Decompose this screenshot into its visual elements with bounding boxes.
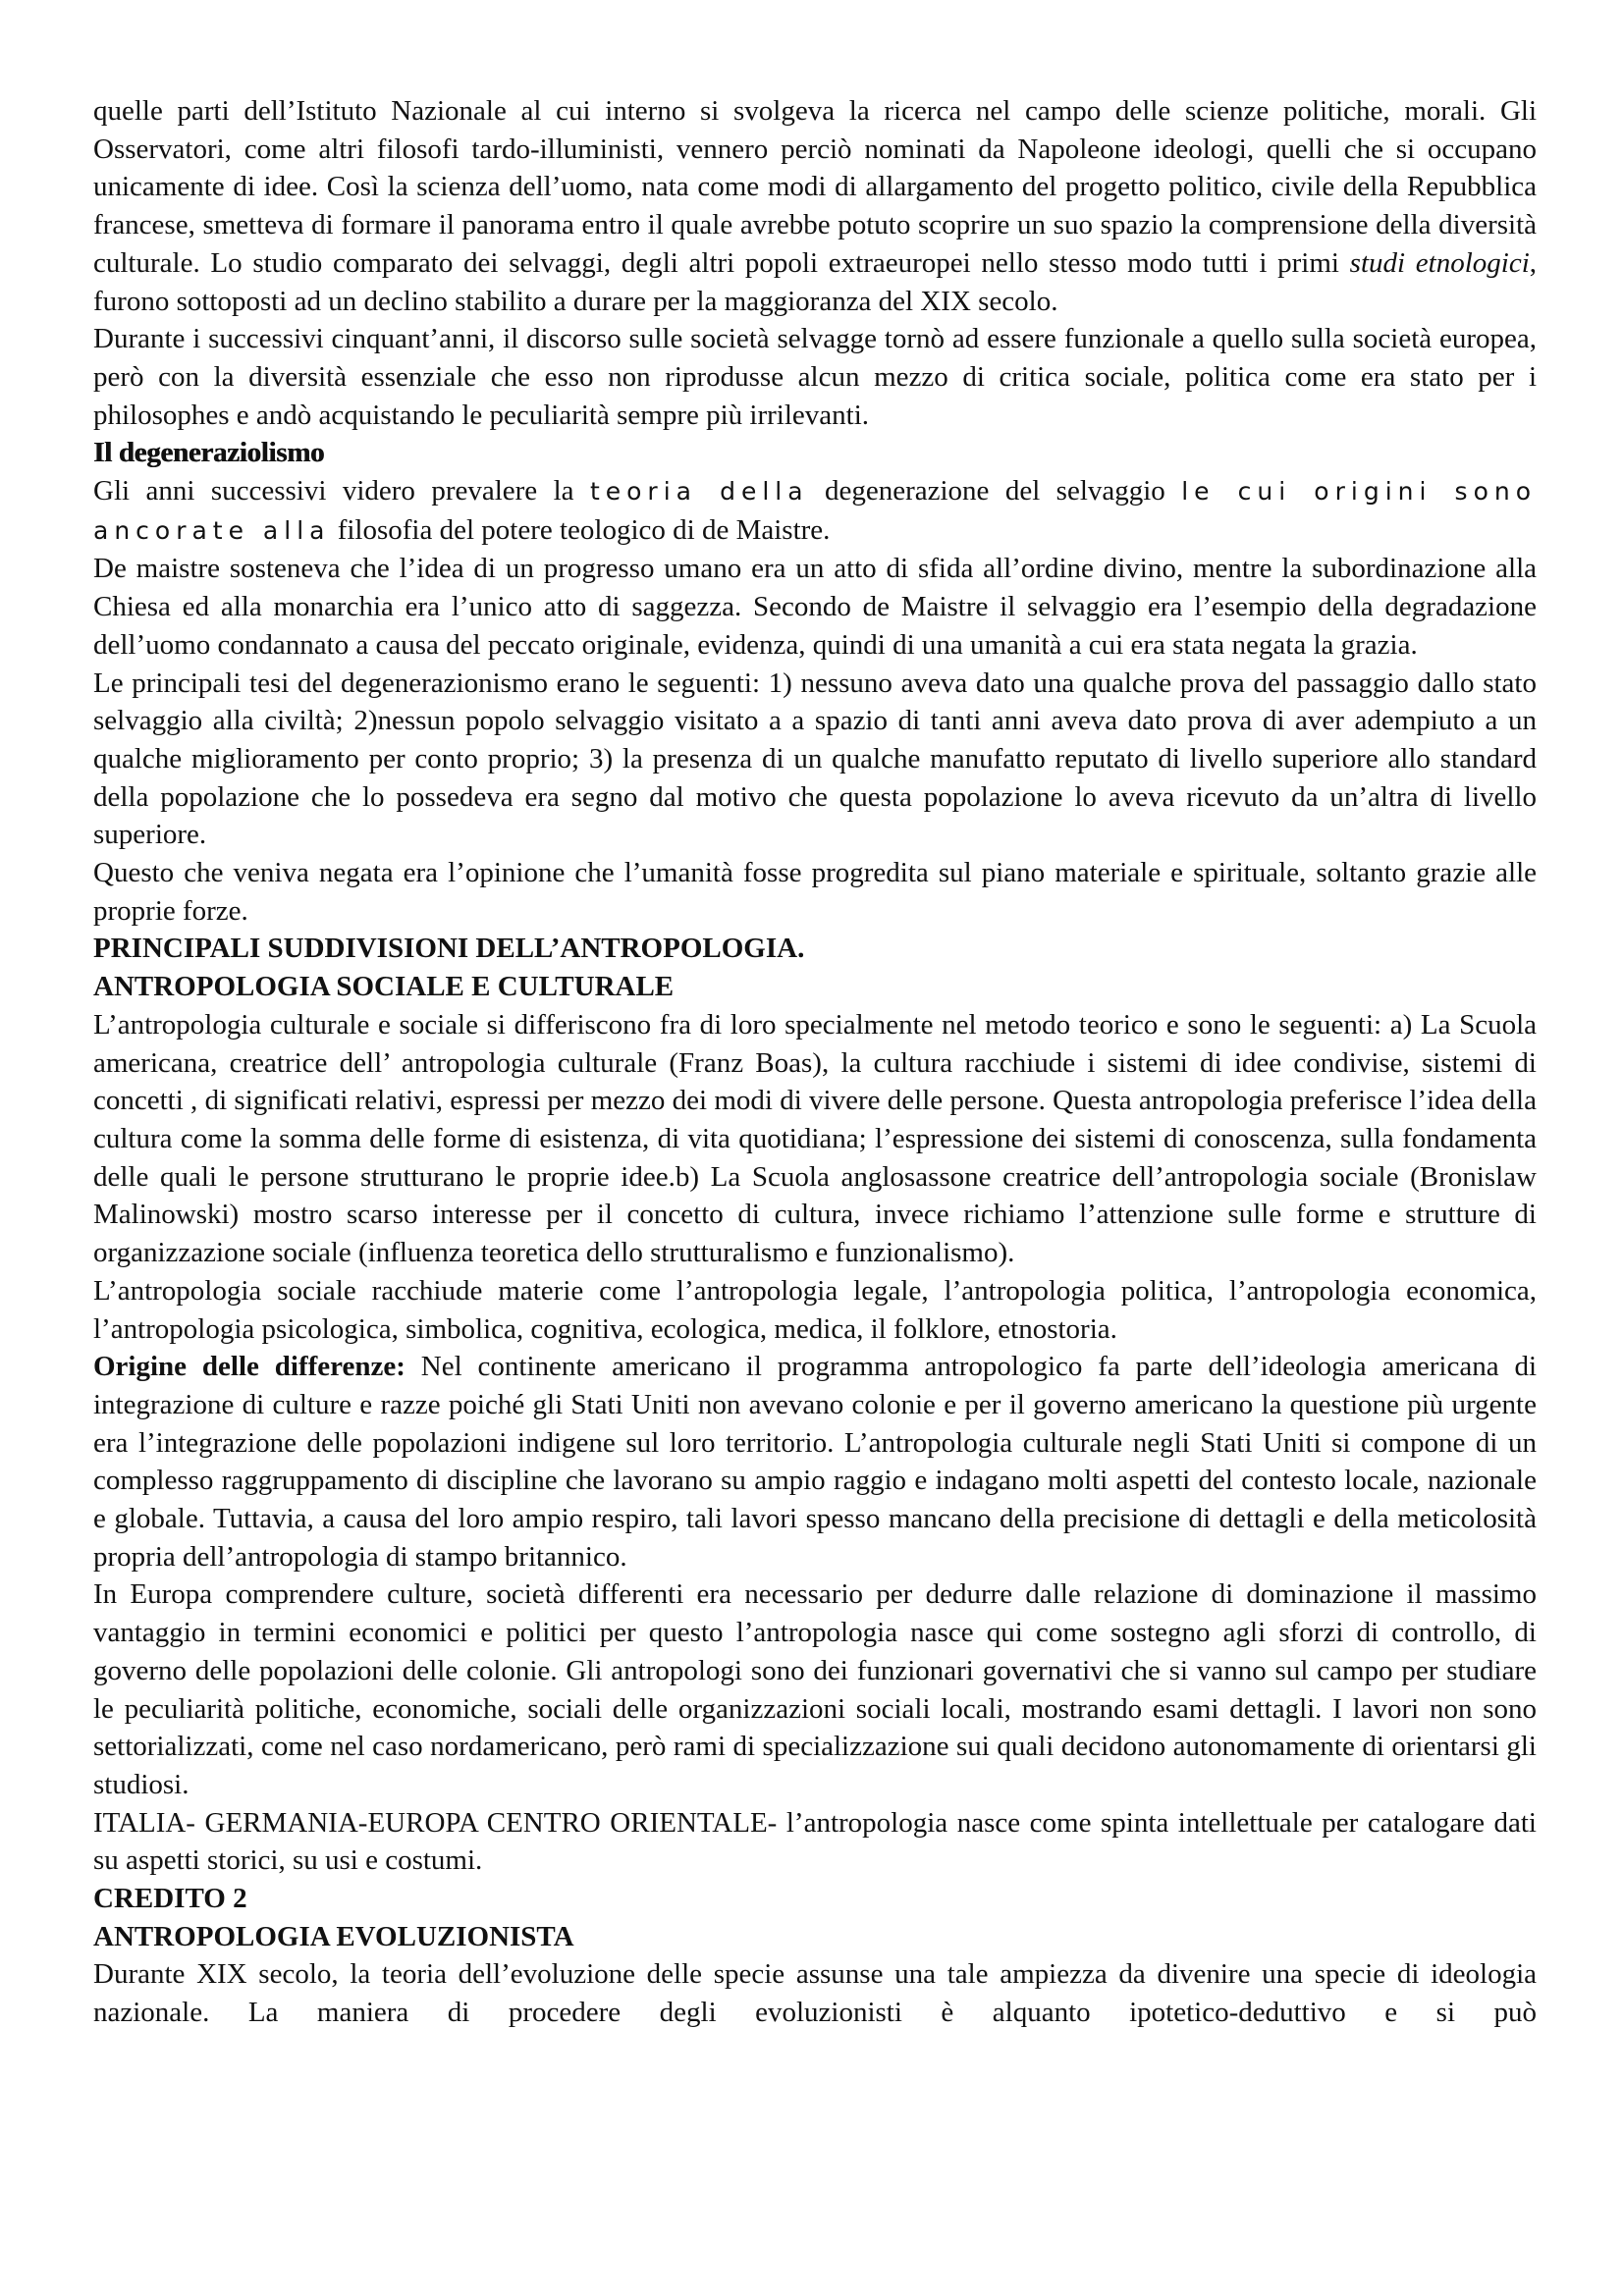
paragraph-ideologi: quelle parti dell’Istituto Nazionale al cui interno si svolgeva la ricerca nel campo delle scienze politiche, morali. Gli Osservatori, come altri filosofi tardo-illuministi, vennero perciò nominati da Napoleone ideologi, quelli che si occupano unicamente di idee. Così la scienza dell’uomo, nata come modi di allargamento del progetto politico, civile della Repubblica francese, smetteva di formare il panorama entro il quale avrebbe potuto scoprire un suo spazio la comprensione della diversità culturale. Lo studio comparato dei selvaggi, degli altri popoli extraeuropei nello stesso modo tutti i primi studi etnologici, furono sottoposti ad un declino stabilito a durare per la maggioranza del XIX secolo. — [93, 95, 1537, 317]
paragraph-origine-differenze: Origine delle differenze: Nel continente americano il programma antropologico fa parte dell’ideologia americana di integrazione di culture e razze poiché gli Stati Uniti non avevano colonie e per il governo americano la questione più urgente era l’integrazione delle popolazioni indigene sul loro territorio. L’antropologia culturale negli Stati Uniti si compone di un complesso raggruppamento di discipline che lavorano su ampio raggio e indagano molti aspetti del contesto locale, nazionale e globale. Tuttavia, a causa del loro ampio respiro, tali lavori spesso mancano della precisione di dettagli e della meticolosità propria dell’antropologia di stampo britannico. — [93, 1351, 1537, 1573]
heading-credito-2: CREDITO 2 — [93, 1883, 247, 1915]
paragraph-cinquant-anni: Durante i successivi cinquant’anni, il discorso sulle società selvagge tornò ad essere funzionale a quello sulla società europea, però con la diversità essenziale che esso non riprodusse alcun mezzo di critica sociale, politica come era stato per i philosophes e andò acquistando le peculiarità sempre più irrilevanti. — [93, 323, 1537, 431]
paragraph-scuole: L’antropologia culturale e sociale si differiscono fra di loro specialmente nel metodo teorico e sono le seguenti: a) La Scuola americana, creatrice dell’ antropologia culturale (Franz Boas), la cultura racchiude i sistemi di idee condivise, sistemi di concetti , di significati relativi, espressi per mezzo dei modi di vivere delle persone. Questa antropologia preferisce l’idea della cultura come la somma delle forme di esistenza, di vita quotidiana; l’espressione dei sistemi di conoscenza, sulla fondamenta delle quali le persone strutturano le proprie idee.b) La Scuola anglosassone creatrice dell’antropologia sociale (Bronislaw Malinowski) mostro scarso interesse per il concetto di cultura, invece richiamo l’attenzione sulle forme e strutture di organizzazione sociale (influenza teoretica dello strutturalismo e funzionalismo). — [93, 1008, 1537, 1269]
paragraph-tesi-degenerazionismo: Le principali tesi del degenerazionismo erano le seguenti: 1) nessuno aveva dato una qualche prova del passaggio dallo stato selvaggio alla civiltà; 2)nessun popolo selvaggio visitato a a spazio di tanti anni aveva dato prova di aver adempiuto a un qualche miglioramento per conto proprio; 3) la presenza di un qualche manufatto reputato di livello superiore allo standard della popolazione che lo possedeva era segno dal motivo che questa popolazione lo aveva ricevuto da un’altra di livello superiore. — [93, 667, 1537, 851]
heading-antropologia-evoluzionista: ANTROPOLOGIA EVOLUZIONISTA — [93, 1920, 574, 1952]
heading-degeneraziolismo: Il degeneraziolismo — [93, 437, 325, 469]
italic-term: studi etnologici — [1349, 246, 1530, 279]
heading-principali-suddivisioni: PRINCIPALI SUDDIVISIONI DELL’ANTROPOLOGIA. — [93, 933, 805, 965]
paragraph-de-maistre: De maistre sosteneva che l’idea di un progresso umano era un atto di sfida all’ordine divino, mentre la subordinazione alla Chiesa ed alla monarchia era l’unico atto di saggezza. Secondo de Maistre il selvaggio era l’esempio della degradazione dell’uomo condannato a causa del peccato originale, evidenza, quindi di una umanità a cui era stata negata la grazia. — [93, 553, 1537, 661]
paragraph-xix-secolo: Durante XIX secolo, la teoria dell’evoluzione delle specie assunse una tale ampiezza da divenire una specie di ideologia nazionale. La maniera di procedere degli evoluzionisti è alquanto ipotetico-deduttivo e si può — [93, 1958, 1537, 2029]
paragraph-antropologia-sociale-materie: L’antropologia sociale racchiude materie come l’antropologia legale, l’antropologia politica, l’antropologia economica, l’antropologia psicologica, simbolica, cognitiva, ecologica, medica, il folklore, etnostoria. — [93, 1274, 1537, 1345]
paragraph-italia-germania: ITALIA- GERMANIA-EUROPA CENTRO ORIENTALE- l’antropologia nasce come spinta intellettuale per catalogare dati su aspetti storici, su usi e costumi. — [93, 1806, 1537, 1877]
document-page — [93, 92, 1537, 2032]
paragraph-opinione-umanita: Questo che veniva negata era l’opinione che l’umanità fosse progredita sul piano materiale e spirituale, soltanto grazie alle proprie forze. — [93, 857, 1537, 927]
paragraph-teoria-degenerazione: Gli anni successivi videro prevalere la teoria della degenerazione del selvaggio le cui origini sono ancorate alla filosofia del potere teologico di de Maistre. — [93, 475, 1537, 546]
bold-lead: Origine delle differenze: — [93, 1351, 406, 1383]
paragraph-europa: In Europa comprendere culture, società differenti era necessario per dedurre dalle relazione di dominazione il massimo vantaggio in termini economici e politici per questo l’antropologia nasce qui come sostegno agli sforzi di controllo, di governo delle popolazioni delle colonie. Gli antropologi sono dei funzionari governativi che si vanno sul campo per studiare le peculiarità politiche, economiche, sociali delle organizzazioni sociali locali, mostrando esami dettagli. I lavori non sono settorializzati, come nel caso nordamericano, però rami di specializzazione sui quali decidono autonomamente di orientarsi gli studiosi. — [93, 1578, 1537, 1800]
heading-antropologia-sociale-culturale: ANTROPOLOGIA SOCIALE E CULTURALE — [93, 971, 675, 1003]
